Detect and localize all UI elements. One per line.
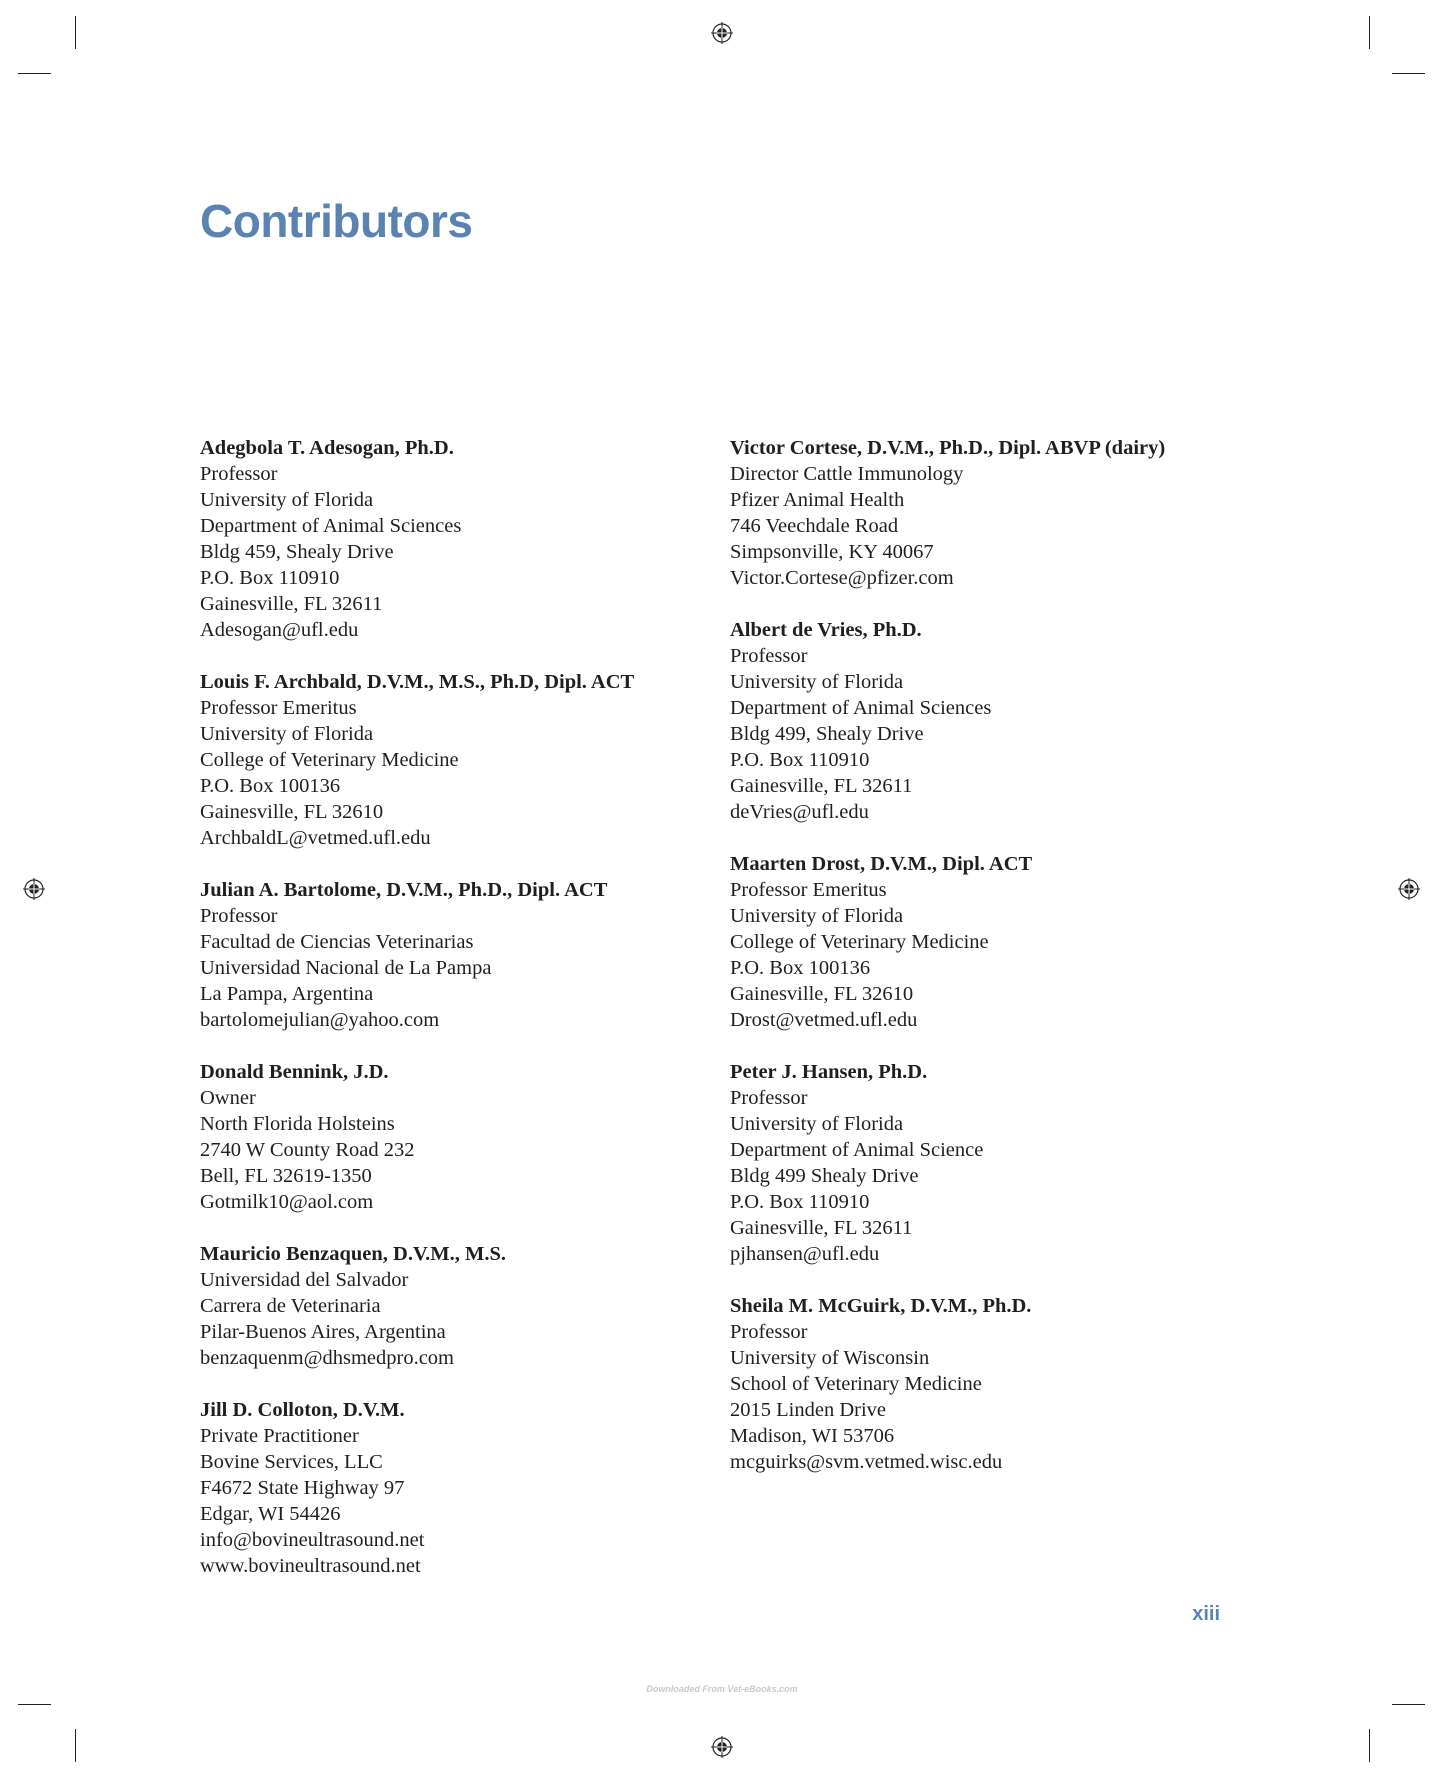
contributor-name: Maarten Drost, D.V.M., Dipl. ACT: [730, 853, 1033, 875]
contributor-website: www.bovineultrasound.net: [200, 1555, 421, 1577]
contributors-right-column: [730, 435, 1250, 1501]
contributor-entry: [200, 435, 680, 643]
page-number: xiii: [1192, 1603, 1220, 1625]
contributor-email: Victor.Cortese@pfizer.com: [730, 567, 954, 589]
contributor-detail-line: 2740 W County Road 232: [200, 1139, 415, 1161]
contributor-detail-line: Bldg 499, Shealy Drive: [730, 723, 924, 745]
contributor-detail-line: North Florida Holsteins: [200, 1113, 395, 1135]
contributor-detail-line: Professor Emeritus: [730, 879, 887, 901]
contributor-detail-line: Department of Animal Sciences: [200, 515, 462, 537]
crop-mark-bottom-left-horizontal: [18, 1704, 51, 1705]
contributor-detail-line: P.O. Box 110910: [200, 567, 340, 589]
contributor-detail-line: P.O. Box 110910: [730, 1191, 870, 1213]
contributor-detail-line: Department of Animal Science: [730, 1139, 984, 1161]
contributor-email: benzaquenm@dhsmedpro.com: [200, 1347, 454, 1369]
contributor-detail-line: Private Practitioner: [200, 1425, 359, 1447]
contributor-entry: [200, 1397, 680, 1579]
contributor-entry: [730, 1293, 1250, 1475]
contributor-email: Drost@vetmed.ufl.edu: [730, 1009, 918, 1031]
contributor-entry: [200, 1241, 680, 1371]
contributor-detail-line: Gainesville, FL 32611: [730, 775, 913, 797]
registration-target-icon: [711, 22, 733, 44]
contributor-detail-line: Simpsonville, KY 40067: [730, 541, 934, 563]
contributor-detail-line: Pilar-Buenos Aires, Argentina: [200, 1321, 446, 1343]
contributor-detail-line: Professor Emeritus: [200, 697, 357, 719]
contributor-name: Victor Cortese, D.V.M., Ph.D., Dipl. ABVP (dairy): [730, 437, 1166, 459]
registration-target-icon: [711, 1736, 733, 1758]
contributor-email: mcguirks@svm.vetmed.wisc.edu: [730, 1451, 1003, 1473]
contributor-detail-line: University of Florida: [730, 1113, 904, 1135]
contributor-detail-line: Professor: [730, 1321, 808, 1343]
contributor-detail-line: College of Veterinary Medicine: [200, 749, 459, 771]
contributor-detail-line: Bovine Services, LLC: [200, 1451, 383, 1473]
contributor-detail-line: Universidad del Salvador: [200, 1269, 409, 1291]
contributor-detail-line: Bldg 499 Shealy Drive: [730, 1165, 919, 1187]
contributor-detail-line: Professor: [730, 645, 808, 667]
crop-mark-top-right-vertical: [1369, 16, 1370, 49]
contributor-detail-line: University of Wisconsin: [730, 1347, 930, 1369]
contributor-detail-line: School of Veterinary Medicine: [730, 1373, 982, 1395]
contributor-detail-line: Professor: [200, 905, 278, 927]
contributor-detail-line: Bldg 459, Shealy Drive: [200, 541, 394, 563]
contributor-detail-line: University of Florida: [730, 905, 904, 927]
registration-target-icon: [23, 878, 45, 900]
contributor-email: deVries@ufl.edu: [730, 801, 869, 823]
contributor-detail-line: Gainesville, FL 32610: [730, 983, 914, 1005]
contributor-detail-line: College of Veterinary Medicine: [730, 931, 989, 953]
contributor-name: Mauricio Benzaquen, D.V.M., M.S.: [200, 1243, 506, 1265]
contributor-entry: [730, 851, 1250, 1033]
watermark: Downloaded From Vet-eBooks.com: [646, 1684, 798, 1694]
crop-mark-bottom-left-vertical: [75, 1729, 76, 1762]
contributor-name: Julian A. Bartolome, D.V.M., Ph.D., Dipl. ACT: [200, 879, 608, 901]
contributor-name: Adegbola T. Adesogan, Ph.D.: [200, 437, 454, 459]
registration-target-icon: [1398, 878, 1420, 900]
contributor-detail-line: Madison, WI 53706: [730, 1425, 895, 1447]
contributor-name: Louis F. Archbald, D.V.M., M.S., Ph.D, Dipl. ACT: [200, 671, 635, 693]
contributor-detail-line: Carrera de Veterinaria: [200, 1295, 381, 1317]
contributor-detail-line: P.O. Box 100136: [200, 775, 341, 797]
contributor-email: bartolomejulian@yahoo.com: [200, 1009, 440, 1031]
contributor-entry: [730, 435, 1250, 591]
crop-mark-top-left-horizontal: [18, 73, 51, 74]
contributor-name: Albert de Vries, Ph.D.: [730, 619, 922, 641]
contributors-left-column: [200, 435, 680, 1605]
contributor-entry: [200, 669, 680, 851]
contributor-name: Sheila M. McGuirk, D.V.M., Ph.D.: [730, 1295, 1032, 1317]
page-title: Contributors: [200, 195, 473, 247]
crop-mark-bottom-right-vertical: [1369, 1729, 1370, 1762]
contributor-detail-line: 2015 Linden Drive: [730, 1399, 886, 1421]
contributor-detail-line: Facultad de Ciencias Veterinarias: [200, 931, 474, 953]
contributor-entry: [200, 877, 680, 1033]
contributor-detail-line: Edgar, WI 54426: [200, 1503, 341, 1525]
crop-mark-bottom-right-horizontal: [1392, 1704, 1425, 1705]
contributor-detail-line: Director Cattle Immunology: [730, 463, 964, 485]
crop-mark-top-left-vertical: [75, 16, 76, 49]
contributor-email: ArchbaldL@vetmed.ufl.edu: [200, 827, 431, 849]
contributor-detail-line: University of Florida: [730, 671, 904, 693]
crop-mark-top-right-horizontal: [1392, 73, 1425, 74]
contributor-detail-line: Gainesville, FL 32610: [200, 801, 384, 823]
contributor-detail-line: P.O. Box 110910: [730, 749, 870, 771]
contributor-detail-line: Gainesville, FL 32611: [730, 1217, 913, 1239]
contributor-name: Peter J. Hansen, Ph.D.: [730, 1061, 928, 1083]
contributor-detail-line: P.O. Box 100136: [730, 957, 871, 979]
contributor-detail-line: Professor: [730, 1087, 808, 1109]
contributor-detail-line: F4672 State Highway 97: [200, 1477, 405, 1499]
contributor-entry: [200, 1059, 680, 1215]
contributor-name: Jill D. Colloton, D.V.M.: [200, 1399, 405, 1421]
contributor-email: pjhansen@ufl.edu: [730, 1243, 880, 1265]
contributor-detail-line: University of Florida: [200, 723, 374, 745]
contributor-entry: [730, 1059, 1250, 1267]
contributor-detail-line: 746 Veechdale Road: [730, 515, 899, 537]
contributor-email: info@bovineultrasound.net: [200, 1529, 425, 1551]
contributor-detail-line: Bell, FL 32619-1350: [200, 1165, 372, 1187]
contributor-detail-line: Gainesville, FL 32611: [200, 593, 383, 615]
contributor-detail-line: Department of Animal Sciences: [730, 697, 992, 719]
contributor-entry: [730, 617, 1250, 825]
contributor-detail-line: Pfizer Animal Health: [730, 489, 905, 511]
contributor-email: Gotmilk10@aol.com: [200, 1191, 374, 1213]
contributor-name: Donald Bennink, J.D.: [200, 1061, 389, 1083]
contributor-detail-line: Professor: [200, 463, 278, 485]
contributor-detail-line: University of Florida: [200, 489, 374, 511]
contributor-detail-line: Owner: [200, 1087, 256, 1109]
contributor-detail-line: Universidad Nacional de La Pampa: [200, 957, 492, 979]
contributor-detail-line: La Pampa, Argentina: [200, 983, 374, 1005]
contributor-email: Adesogan@ufl.edu: [200, 619, 359, 641]
